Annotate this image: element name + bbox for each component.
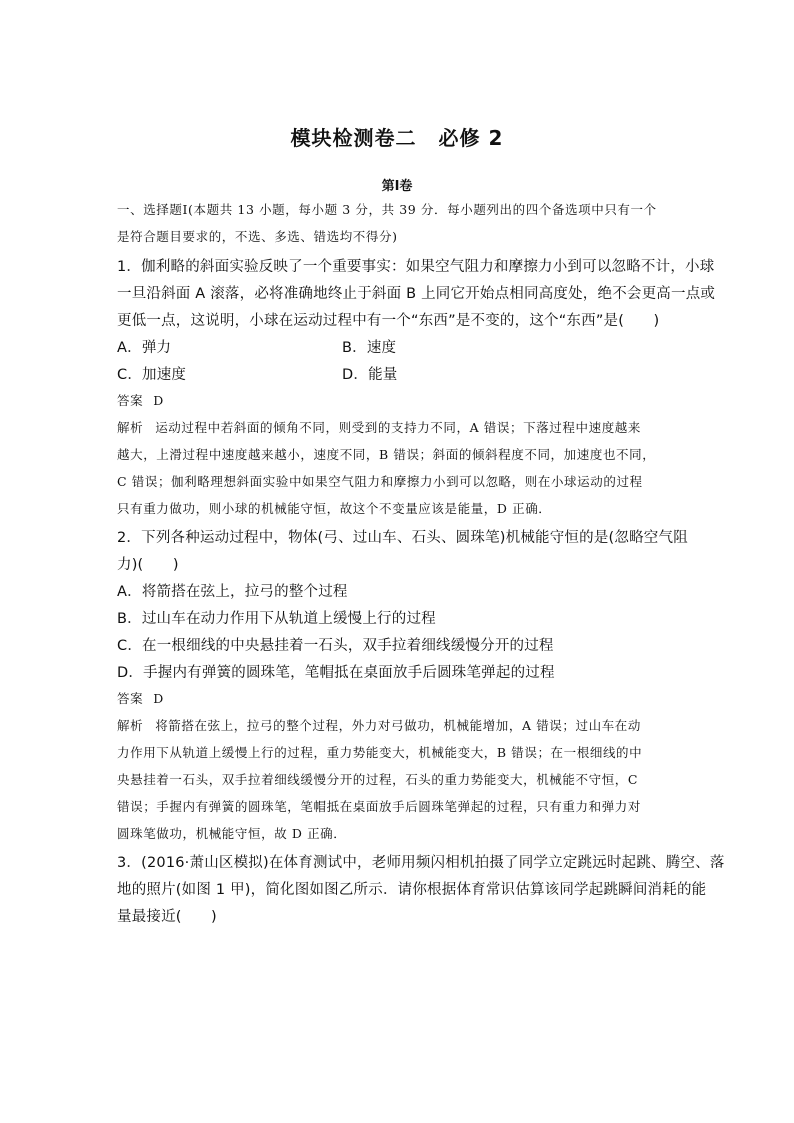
question-3-stem-line: 3．(2016·萧山区模拟)在体育测试中，老师用频闪相机拍摄了同学立定跳远时起跳、腾空、落 — [117, 855, 725, 871]
question-1-analysis-line: 越大，上滑过程中速度越来越小，速度不同，B 错误；斜面的倾斜程度不同，加速度也不同， — [117, 447, 656, 462]
title-sub: 必修 2 — [438, 126, 504, 150]
answer-value: D — [153, 691, 164, 706]
question-1-analysis-line: 只有重力做功，则小球的机械能守恒，故这个不变量应该是能量，D 正确． — [117, 501, 552, 516]
question-1-stem-line: 1．伽利略的斜面实验反映了一个重要事实：如果空气阻力和摩擦力小到可以忽略不计，小球 — [117, 259, 715, 275]
question-1-option-a: A．弹力 — [117, 340, 172, 356]
question-2-analysis-line: 错误；手握内有弹簧的圆珠笔，笔帽抵在桌面放手后圆珠笔弹起的过程，只有重力和弹力对 — [117, 799, 642, 814]
title-main: 模块检测卷二 — [290, 126, 417, 150]
question-1-analysis-line: C 错误；伽利略理想斜面实验中如果空气阻力和摩擦力小到可以忽略，则在小球运动的过程 — [117, 474, 643, 489]
question-3-stem-line: 量最接近( ) — [117, 909, 217, 925]
question-2-option-b: B．过山车在动力作用下从轨道上缓慢上行的过程 — [117, 611, 436, 627]
instructions-line: 是符合题目要求的，不选、多选、错选均不得分) — [117, 229, 398, 244]
analysis-text: 将箭搭在弦上，拉弓的整个过程，外力对弓做功，机械能增加，A 错误；过山车在动 — [155, 718, 642, 733]
question-3-stem-line: 地的照片(如图 1 甲)，简化图如图乙所示．请你根据体育常识估算该同学起跳瞬间消耗的能 — [117, 882, 707, 898]
question-2-option-a: A．将箭搭在弦上，拉弓的整个过程 — [117, 584, 348, 600]
question-2-answer — [117, 689, 164, 707]
analysis-text: 运动过程中若斜面的倾角不同，则受到的支持力不同，A 错误；下落过程中速度越来 — [155, 420, 642, 435]
question-1-analysis-line — [117, 418, 641, 436]
analysis-label: 解析 — [117, 718, 144, 733]
question-2-stem-line: 力)( ) — [117, 557, 179, 573]
section-heading: 第Ⅰ卷 — [381, 179, 413, 194]
question-2-analysis-line — [117, 716, 641, 734]
answer-label: 答案 — [117, 393, 144, 408]
page-title — [0, 122, 794, 151]
analysis-label: 解析 — [117, 420, 144, 435]
instructions-line: 一、选择题Ⅰ(本题共 13 小题，每小题 3 分，共 39 分．每小题列出的四个备选项中只有一个 — [117, 202, 657, 217]
question-1-option-d: D．能量 — [342, 367, 398, 383]
question-1-answer — [117, 391, 164, 409]
question-1-stem-line: 更低一点，这说明，小球在运动过程中有一个“东西”是不变的，这个“东西”是( ) — [117, 313, 660, 329]
question-1-option-b: B．速度 — [342, 340, 397, 356]
question-2-option-d: D．手握内有弹簧的圆珠笔，笔帽抵在桌面放手后圆珠笔弹起的过程 — [117, 665, 555, 681]
question-2-analysis-line: 央悬挂着一石头，双手拉着细线缓慢分开的过程，石头的重力势能变大，机械能不守恒，C — [117, 772, 639, 787]
question-2-analysis-line: 圆珠笔做功，机械能守恒，故 D 正确． — [117, 826, 347, 841]
question-2-option-c: C．在一根细线的中央悬挂着一石头，双手拉着细线缓慢分开的过程 — [117, 638, 554, 654]
question-2-stem-line: 2．下列各种运动过程中，物体(弓、过山车、石头、圆珠笔)机械能守恒的是(忽略空气阻 — [117, 530, 688, 546]
answer-value: D — [153, 393, 164, 408]
answer-label: 答案 — [117, 691, 144, 706]
question-1-option-c: C．加速度 — [117, 367, 187, 383]
question-1-stem-line: 一旦沿斜面 A 滚落，必将准确地终止于斜面 B 上同它开始点相同高度处，绝不会更高一点或 — [117, 286, 716, 302]
question-2-analysis-line: 力作用下从轨道上缓慢上行的过程，重力势能变大，机械能变大，B 错误；在一根细线的中 — [117, 745, 643, 760]
